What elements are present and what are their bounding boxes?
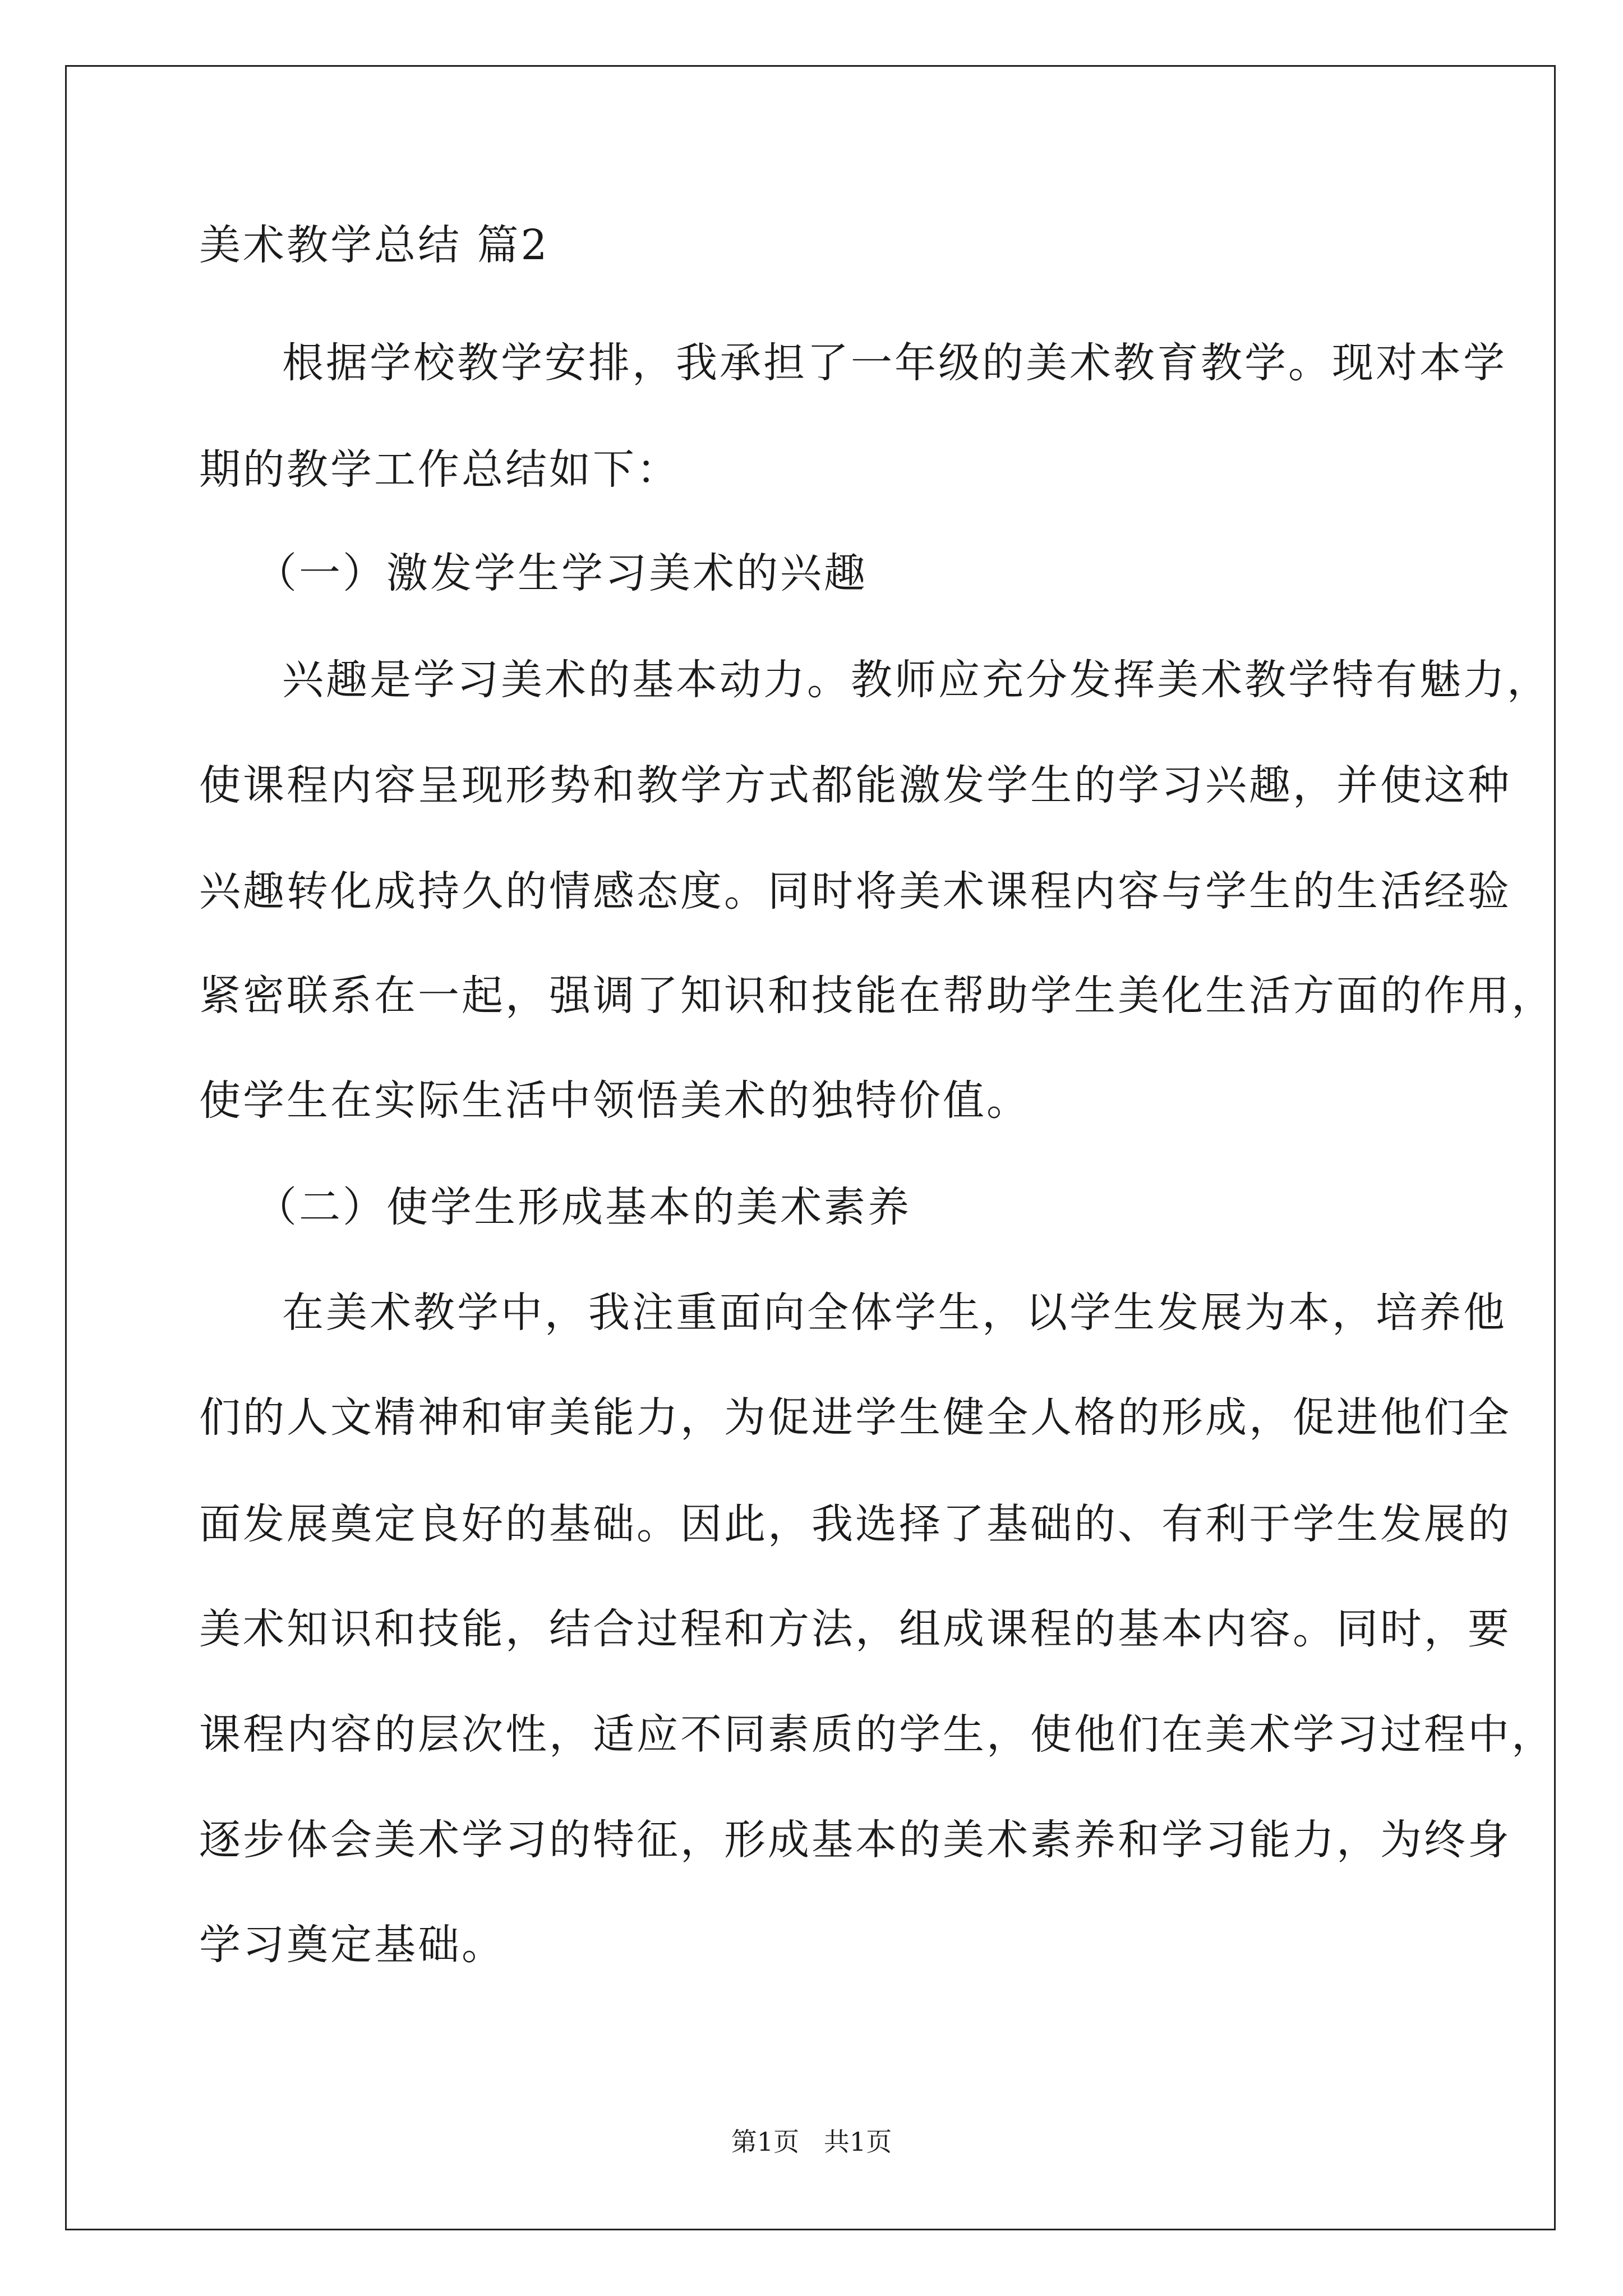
- paragraph-line: 兴趣是学习美术的基本动力。教师应充分发挥美术教学特有魅力，: [282, 656, 1551, 704]
- paragraph-line: 兴趣转化成持久的情感态度。同时将美术课程内容与学生的生活经验: [199, 867, 1511, 915]
- section-heading-1: （一）激发学生学习美术的兴趣: [255, 549, 868, 597]
- document-title: 美术教学总结 篇2: [199, 221, 550, 269]
- paragraph-line: 学习奠定基础。: [199, 1921, 505, 1969]
- section-heading-2: （二）使学生形成基本的美术素养: [255, 1183, 911, 1231]
- paragraph-line: 们的人文精神和审美能力，为促进学生健全人格的形成，促进他们全: [199, 1393, 1511, 1442]
- paragraph-line: 逐步体会美术学习的特征，形成基本的美术素养和学习能力，为终身: [199, 1816, 1511, 1864]
- paragraph-line: 面发展奠定良好的基础。因此，我选择了基础的、有利于学生发展的: [199, 1500, 1511, 1548]
- page-border: [65, 65, 1556, 2230]
- intro-line: 期的教学工作总结如下：: [199, 445, 680, 494]
- paragraph-line: 使学生在实际生活中领悟美术的独特价值。: [199, 1076, 1030, 1125]
- paragraph-line: 使课程内容呈现形势和教学方式都能激发学生的学习兴趣，并使这种: [199, 761, 1511, 809]
- paragraph-line: 在美术教学中，我注重面向全体学生，以学生发展为本，培养他: [282, 1289, 1507, 1337]
- paragraph-line: 紧密联系在一起，强调了知识和技能在帮助学生美化生活方面的作用，: [199, 972, 1555, 1020]
- paragraph-line: 美术知识和技能，结合过程和方法，组成课程的基本内容。同时，要: [199, 1605, 1511, 1653]
- paragraph-line: 课程内容的层次性，适应不同素质的学生，使他们在美术学习过程中，: [199, 1710, 1555, 1759]
- page-footer: 第1页 共1页: [731, 2127, 892, 2157]
- intro-line: 根据学校教学安排，我承担了一年级的美术教育教学。现对本学: [282, 339, 1507, 387]
